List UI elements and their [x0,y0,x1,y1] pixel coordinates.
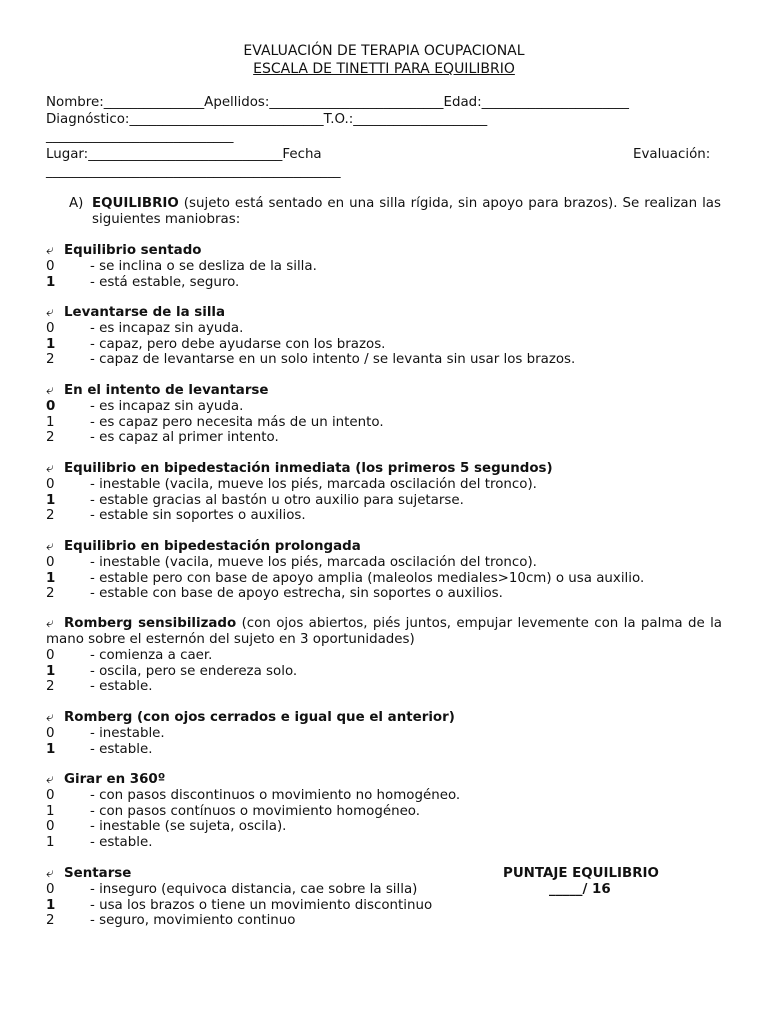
score-description: - inestable (vacila, mueve los piés, marcada oscilación del tronco). [90,477,537,492]
section-romberg-cerrados [46,710,726,757]
score-item [46,679,726,695]
intro-paragraph [92,196,721,228]
score-value: 1 [46,492,56,508]
extra-blank-line: ____________________________ [46,129,234,144]
return-arrow-icon: ⤶ [46,866,54,881]
score-description: - estable sin soportes o auxilios. [90,508,306,524]
score-description: - inestable. [90,726,165,741]
section-title: Equilibrio en bipedestación inmediata (los primeros 5 segundos) [64,461,553,476]
score-description: - es incapaz sin ayuda. [90,321,244,336]
section-heading [46,772,726,788]
return-arrow-icon: ⤶ [46,772,54,787]
score-item [46,321,726,337]
evaluacion-label: Evaluación: [633,147,711,162]
score-item [46,275,726,291]
score-value: 1 [46,834,55,850]
section-title: En el intento de levantarse [64,383,269,398]
score-value: 0 [46,259,55,274]
return-arrow-icon: ⤶ [46,539,54,554]
score-value: 1 [46,274,56,290]
return-arrow-icon: ⤶ [46,710,54,725]
score-item [46,726,726,742]
return-arrow-icon: ⤶ [46,305,54,320]
score-value: 1 [46,897,56,913]
edad-label: Edad: [443,95,482,110]
score-value: 0 [46,321,55,336]
score-value: 0 [46,882,55,897]
score-value: 1 [46,741,56,757]
return-arrow-icon: ⤶ [46,461,54,476]
puntaje-label: PUNTAJE EQUILIBRIO [503,866,659,881]
section-girar-360 [46,772,726,850]
score-item [46,477,726,493]
score-value: 2 [46,352,55,368]
section-heading [46,243,726,259]
score-value: 1 [46,663,56,679]
diagnostico-blank: _____________________________ [129,112,324,127]
score-value: 0 [46,819,55,835]
score-item [46,882,726,898]
score-item [46,742,726,758]
score-description: - seguro, movimiento continuo [90,913,296,929]
return-arrow-icon: ⤶ [46,616,54,631]
lugar-label: Lugar: [46,147,89,162]
document-title: EVALUACIÓN DE TERAPIA OCUPACIONAL [243,43,525,59]
score-item [46,415,726,431]
section-levantarse [46,305,726,368]
score-item [46,555,726,571]
lugar-blank: _____________________________ [88,147,283,162]
section-heading [46,383,726,399]
nombre-label: Nombre: [46,95,104,110]
score-item [46,819,726,835]
section-intento-levantarse [46,383,726,446]
score-item [46,804,726,820]
score-value: 1 [46,336,56,352]
section-title: Romberg sensibilizado [64,616,237,631]
score-description: - inestable (vacila, mueve los piés, marcada oscilación del tronco). [90,555,537,570]
section-title: Equilibrio sentado [64,243,202,258]
section-heading [46,461,726,477]
score-item [46,586,726,602]
diagnostico-label: Diagnóstico: [46,112,130,127]
section-heading [46,616,722,648]
score-item [46,664,726,680]
section-romberg-sensibilizado [46,616,726,695]
score-item [46,835,726,851]
score-value: 1 [46,803,55,819]
apellidos-label: Apellidos: [204,95,270,110]
score-description: - estable. [90,741,153,757]
score-value: 2 [46,679,55,695]
section-bipedestacion-prolongada [46,539,726,602]
score-item [46,508,726,524]
edad-blank: ______________________ [481,95,629,110]
score-description: - capaz, pero debe ayudarse con los brazos. [90,336,386,352]
score-item [46,337,726,353]
score-item [46,788,726,804]
score-value: 2 [46,586,55,602]
score-description: - es incapaz sin ayuda. [90,399,244,414]
header-row-3 [46,147,322,163]
score-description: - capaz de levantarse en un solo intento / se levanta sin usar los brazos. [90,352,576,368]
intro-text: (sujeto está sentado en una silla rígida, sin apoyo para brazos). Se realizan las siguientes maniobras: [92,196,721,227]
return-arrow-icon: ⤶ [46,243,54,258]
score-description: - estable. [90,679,153,695]
intro-bold: EQUILIBRIO [92,196,179,211]
score-description: - estable. [90,834,153,850]
score-value: 2 [46,913,55,929]
section-title: Romberg (con ojos cerrados e igual que el anterior) [64,710,455,725]
score-item [46,913,726,929]
fecha-label: Fecha [282,147,322,162]
header-row-2 [46,112,487,128]
score-value: 1 [46,414,55,430]
score-description: - usa los brazos o tiene un movimiento discontinuo [90,897,433,913]
score-description: - inestable (se sujeta, oscila). [90,819,287,835]
score-description: - oscila, pero se endereza solo. [90,663,298,679]
score-item [46,493,726,509]
score-item [46,898,726,914]
section-title: Sentarse [64,866,132,881]
score-description: - estable con base de apoyo estrecha, sin soportes o auxilios. [90,586,503,602]
score-item [46,352,726,368]
section-heading [46,710,726,726]
score-value: 0 [46,399,56,414]
score-item [46,648,726,664]
score-item [46,571,726,587]
score-description: - es capaz al primer intento. [90,430,279,446]
section-heading [46,539,726,555]
section-description: (con ojos abiertos, piés juntos, empujar levemente con la palma de la mano sobre el esternón del sujeto en 3 oportunidades) [46,616,722,647]
puntaje-total: _____/ 16 [549,882,611,897]
score-description: - estable gracias al bastón u otro auxilio para sujetarse. [90,492,464,508]
document-subtitle: ESCALA DE TINETTI PARA EQUILIBRIO [253,61,515,77]
nombre-blank: _______________ [103,95,205,110]
score-value: 2 [46,430,55,446]
score-value: 1 [46,570,56,586]
score-description: - es capaz pero necesita más de un intento. [90,414,384,430]
to-blank: ____________________ [353,112,488,127]
apellidos-blank: __________________________ [269,95,444,110]
return-arrow-icon: ⤶ [46,383,54,398]
section-letter: A) [69,196,84,211]
score-description: - comienza a caer. [90,648,213,663]
score-description: - se inclina o se desliza de la silla. [90,259,317,274]
score-description: - con pasos discontinuos o movimiento no homogéneo. [90,788,461,803]
score-item [46,430,726,446]
score-value: 0 [46,726,55,741]
section-heading [46,305,726,321]
section-bipedestacion-inmediata [46,461,726,524]
score-item [46,259,726,275]
to-label: T.O.: [323,112,354,127]
score-description: - con pasos contínuos o movimiento homogéneo. [90,803,421,819]
score-value: 0 [46,555,55,570]
section-title: Girar en 360º [64,772,166,787]
score-value: 0 [46,648,55,663]
score-description: - inseguro (equivoca distancia, cae sobre la silla) [90,882,418,897]
score-description: - estable pero con base de apoyo amplia (maleolos mediales>10cm) o usa auxilio. [90,570,645,586]
score-value: 0 [46,788,55,803]
section-title: Levantarse de la silla [64,305,226,320]
score-description: - está estable, seguro. [90,274,240,290]
header-row-1 [46,95,629,111]
score-item [46,399,726,415]
score-value: 0 [46,477,55,492]
score-value: 2 [46,508,55,524]
evaluacion-blank: ____________________________________________ [46,164,341,179]
section-title: Equilibrio en bipedestación prolongada [64,539,361,554]
section-equilibrio-sentado [46,243,726,290]
